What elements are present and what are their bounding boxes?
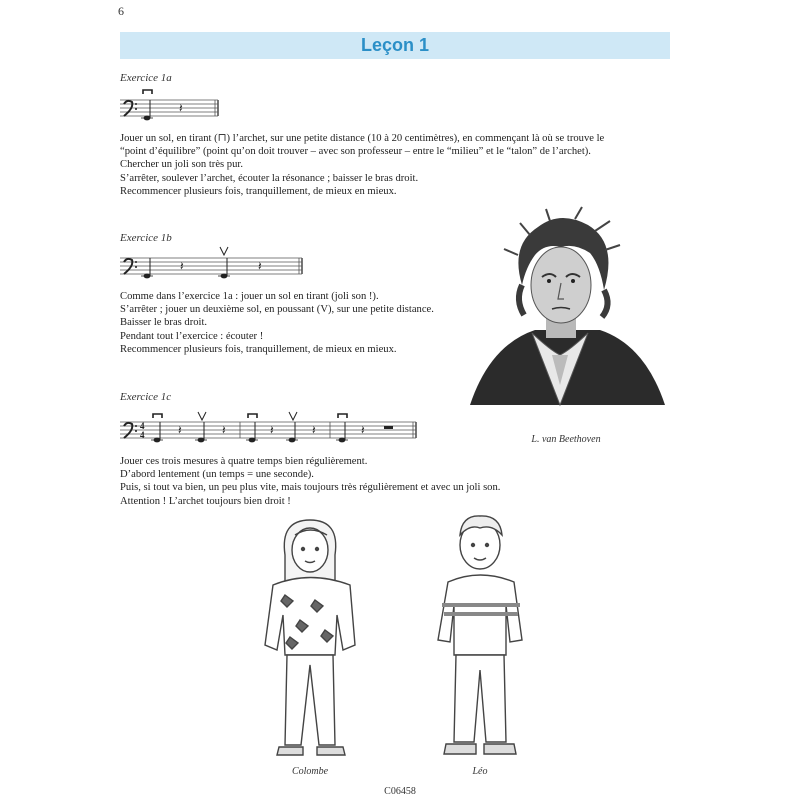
child-colombe-illustration	[255, 515, 365, 765]
note-sol	[151, 422, 163, 442]
rest-quarter: 𝄽	[222, 423, 226, 437]
up-bow-icon	[289, 412, 297, 420]
rest-quarter: 𝄽	[361, 423, 365, 437]
time-signature-numerator: 4	[140, 421, 145, 431]
text-line: S’arrêter ; jouer un deuxième sol, en poussant (V), sur une petite distance.	[120, 304, 434, 316]
rest-quarter: 𝄽	[270, 423, 274, 437]
text-line: Recommencer plusieurs fois, tranquillement, de mieux en mieux.	[120, 185, 397, 197]
rest-quarter: 𝄽	[312, 423, 316, 437]
rest-quarter: 𝄽	[180, 259, 184, 273]
exercise-1a-label: Exercice 1a	[120, 72, 172, 84]
note-sol	[195, 422, 207, 442]
note-sol	[246, 422, 258, 442]
exercise-1c-text	[120, 455, 500, 508]
down-bow-icon	[248, 414, 257, 418]
text-line: D’abord lentement (un temps = une seconde).	[120, 469, 314, 481]
half-rest	[384, 426, 393, 429]
child-leo-illustration	[430, 510, 530, 765]
colombe-caption: Colombe	[291, 766, 329, 777]
rest-quarter: 𝄽	[258, 259, 262, 273]
down-bow-icon	[153, 414, 162, 418]
text-line: Jouer un sol, en tirant (⊓) l’archet, sur une petite distance (10 à 20 centimètres), en commençant là où se trouve le	[120, 133, 605, 144]
bass-clef-icon	[124, 423, 137, 438]
page-number: 6	[118, 4, 124, 18]
time-signature-denominator: 4	[140, 430, 145, 440]
text-line: S’arrêter, soulever l’archet, écouter la résonance ; baisser le bras droit.	[120, 172, 419, 184]
up-bow-icon	[198, 412, 206, 420]
text-line: Recommencer plusieurs fois, tranquillement, de mieux en mieux.	[120, 343, 397, 355]
portrait-caption: L. van Beethoven	[531, 434, 601, 445]
lesson-title: Leçon 1	[360, 35, 430, 55]
text-line: “point d’équilibre” (point qu’on doit trouver – avec son professeur – entre le “milieu” et le “talon” de l’archet).	[120, 146, 591, 158]
rest-quarter: 𝄽	[179, 101, 183, 115]
note-sol	[286, 422, 298, 442]
text-line: Baisser le bras droit.	[120, 317, 208, 329]
rest-quarter: 𝄽	[178, 423, 182, 437]
text-line: Puis, si tout va bien, un peu plus vite, mais toujours très régulièrement et avec un joli son.	[120, 482, 501, 494]
text-line: Comme dans l’exercice 1a : jouer un sol en tirant (joli son !).	[120, 291, 379, 302]
catalog-code: C06458	[384, 786, 416, 797]
note-sol	[336, 422, 348, 442]
exercise-1c-label: Exercice 1c	[120, 391, 172, 403]
text-line: Chercher un joli son très pur.	[120, 159, 243, 171]
text-line: Jouer ces trois mesures à quatre temps bien régulièrement.	[120, 456, 368, 467]
exercise-1b-label: Exercice 1b	[120, 232, 172, 244]
leo-caption: Léo	[472, 766, 488, 777]
text-line: Pendant tout l’exercice : écouter !	[120, 330, 264, 342]
down-bow-icon	[338, 414, 347, 418]
text-line: Attention ! L’archet toujours bien droit !	[120, 495, 291, 507]
